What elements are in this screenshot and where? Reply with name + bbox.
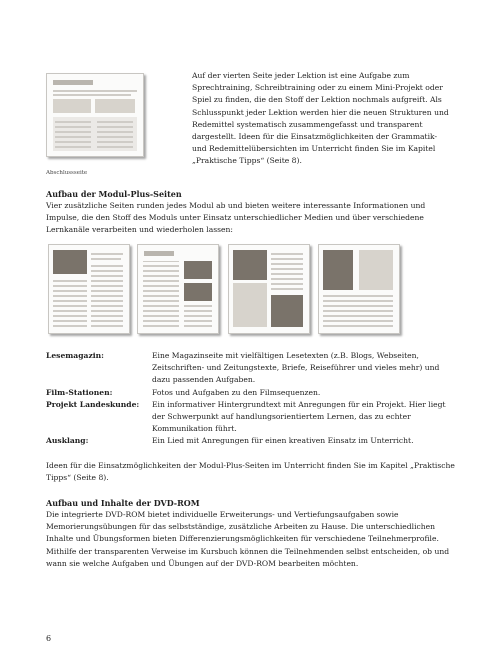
definition-desc: Eine Magazinseite mit vielfältigen Lesetexten (z.B. Blogs, Webseiten, Zeitschriften- und Zeitungstexte, Briefe, Reiseführer und vieles mehr) und dazu passenden Aufgaben. — [152, 351, 440, 385]
projekt-landeskunde-thumbnail — [228, 244, 310, 334]
intro-paragraph: Auf der vierten Seite jeder Lektion ist eine Aufgabe zum Sprechtraining, Schreibtraining oder zu einem Mini-Projekt oder Spiel zu finden, die den Stoff der Lektion nochmals aufgreift. Als Schlusspunkt jeder Lektion werden hier die neuen Strukturen und Redemittel systematisch zusammengefasst und transparent dargestellt. Ideen für die Einsatzmöglichkeiten der Grammatik- und Redemittelübersichten im Unterricht finden Sie im Kapitel „Praktische Tipps“ (Seite 8). — [192, 71, 449, 166]
dvd-paragraph: Die integrierte DVD-ROM bietet individuelle Erweiterungs- und Vertiefungsaufgaben sowie Memorierungsübungen für das selbstständige, zusätzliche Arbeiten zu Hause. Die unterschiedlichen Inhalte und Übungsformen bieten Differenzierungsmöglichkeiten für verschiedene Teilnehmerprofile. Mithilfe der transparenten Verweise im Kursbuch können die Teilnehmenden selbst entscheiden, ob und wann sie welche Aufgaben und Übungen auf der DVD-ROM bearbeiten möchten. — [46, 510, 450, 568]
definition-term: Projekt Landeskunde: — [46, 399, 140, 409]
definition-term: Film-Stationen: — [46, 387, 113, 397]
definition-row — [46, 435, 456, 447]
modul-plus-paragraph: Vier zusätzliche Seiten runden jedes Modul ab und bieten weitere interessante Informationen und Impulse, die den Stoff des Moduls unter Einsatz unterschiedlicher Medien und über verschiedene Lernkanäle verarbeiten und wiederholen lassen: — [46, 201, 426, 235]
definition-term: Ausklang: — [46, 436, 89, 446]
thumbnail-caption: Abschlussseite — [46, 170, 88, 176]
modul-plus-heading: Aufbau der Modul-Plus-Seiten — [46, 189, 182, 199]
dvd-heading: Aufbau und Inhalte der DVD-ROM — [46, 498, 200, 508]
definition-row — [46, 387, 456, 399]
definition-desc: Ein Lied mit Anregungen für einen kreativen Einsatz im Unterricht. — [152, 436, 414, 446]
abschlussseite-thumbnail — [46, 73, 144, 157]
modul-plus-ideas: Ideen für die Einsatzmöglichkeiten der Modul-Plus-Seiten im Unterricht finden Sie im Kapitel „Praktische Tipps“ (Seite 8). — [46, 461, 455, 483]
lesemagazin-thumbnail — [48, 244, 130, 334]
definition-desc: Ein informativer Hintergrundtext mit Anregungen für ein Projekt. Hier liegt der Schwerpunkt auf handlungsorientiertem Lernen, das zu echter Kommunikation führt. — [152, 399, 446, 434]
modul-plus-definitions — [46, 350, 456, 448]
definition-term: Lesemagazin: — [46, 351, 104, 360]
page-number: 6 — [46, 634, 52, 643]
definition-row — [46, 399, 456, 436]
definition-row — [46, 350, 456, 387]
ausklang-thumbnail — [318, 244, 400, 334]
film-stationen-thumbnail — [137, 244, 219, 334]
definition-desc: Fotos und Aufgaben zu den Filmsequenzen. — [152, 387, 321, 397]
